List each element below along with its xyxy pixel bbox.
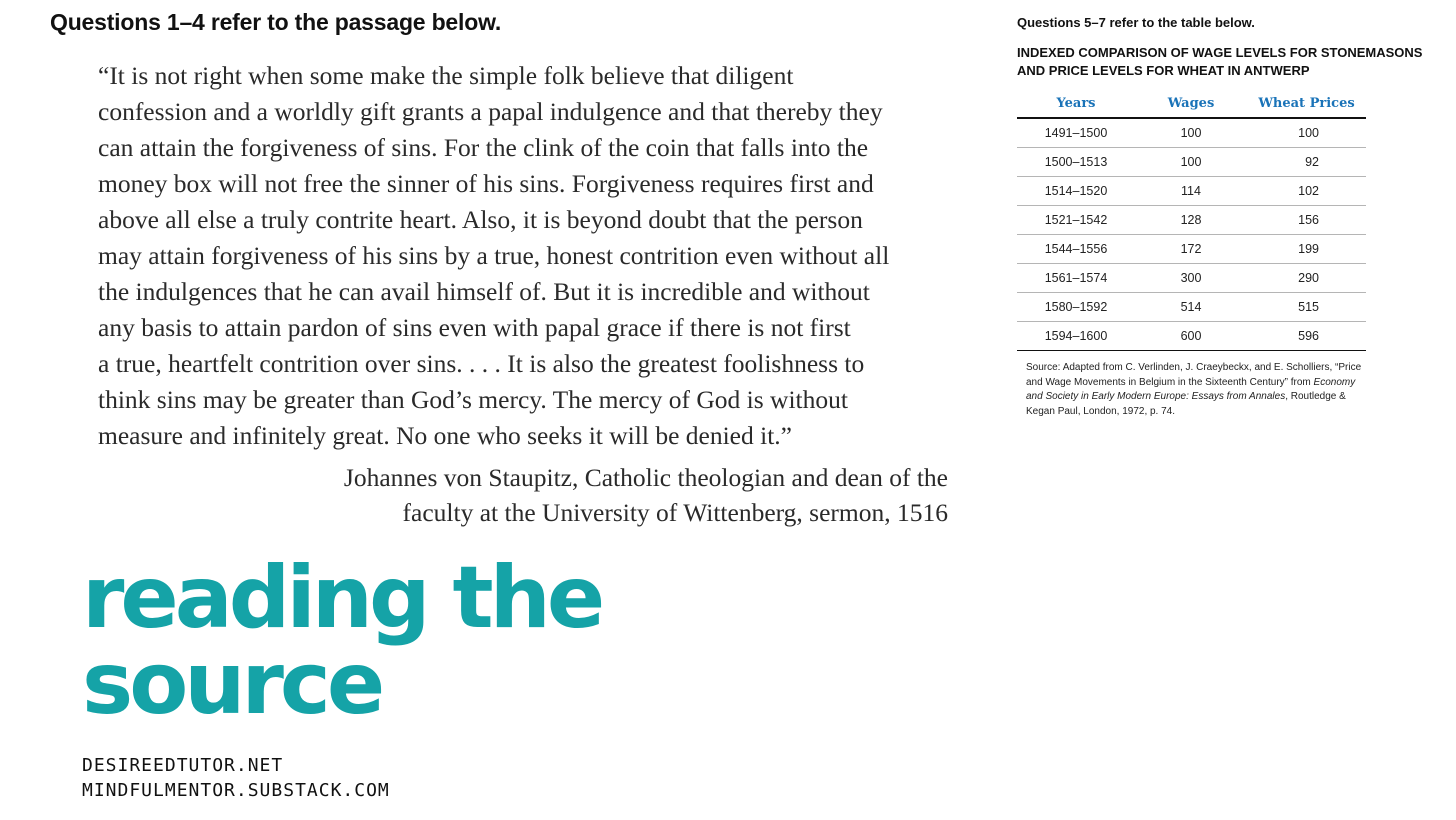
brand-title-line2: source (82, 634, 382, 734)
cell-wages: 100 (1135, 118, 1247, 148)
cell-wheat-price: 100 (1247, 118, 1366, 148)
passage-line: above all else a truly contrite heart. Also, it is beyond doubt that the person (98, 205, 863, 234)
table-title-line2: AND PRICE LEVELS FOR WHEAT IN ANTWERP (1017, 63, 1310, 78)
cell-wheat-price: 102 (1247, 177, 1366, 206)
table-panel (1017, 15, 1447, 419)
table-title (1017, 44, 1447, 80)
cell-wheat-price: 596 (1247, 322, 1366, 351)
cell-wheat-price: 199 (1247, 235, 1366, 264)
table-row (1017, 293, 1366, 322)
table-title-line1: INDEXED COMPARISON OF WAGE LEVELS FOR STONEMASONS (1017, 45, 1423, 60)
cell-wheat-price: 515 (1247, 293, 1366, 322)
cell-wages: 300 (1135, 264, 1247, 293)
cell-years: 1514–1520 (1017, 177, 1135, 206)
table-row (1017, 264, 1366, 293)
attribution-line: Johannes von Staupitz, Catholic theologian and dean of the (343, 463, 948, 492)
passage-line: money box will not free the sinner of his sins. Forgiveness requires first and (98, 169, 874, 198)
wage-price-table (1017, 96, 1366, 351)
cell-years: 1580–1592 (1017, 293, 1135, 322)
source-book-title: Economy and Society in Early Modern Europe: Essays from Annales (1026, 376, 1356, 402)
table-header-row (1017, 96, 1366, 118)
passage-line: any basis to attain pardon of sins even with papal grace if there is not first (98, 313, 851, 342)
table-row (1017, 177, 1366, 206)
table-row (1017, 322, 1366, 351)
cell-wheat-price: 290 (1247, 264, 1366, 293)
table-questions-heading: Questions 5–7 refer to the table below. (1017, 15, 1255, 30)
source-prefix: Source: Adapted from C. Verlinden, J. Craeybeckx, and E. Scholliers, “Price and Wage Movements in Belgium in the Sixteenth Century” from (1026, 362, 1362, 388)
table-row (1017, 118, 1366, 148)
passage-line: think sins may be greater than God’s mercy. The mercy of God is without (98, 385, 848, 414)
cell-wages: 128 (1135, 206, 1247, 235)
passage-line: measure and infinitely great. No one who seeks it will be denied it.” (98, 421, 792, 450)
table-row (1017, 206, 1366, 235)
column-header-wheat-prices: Wheat Prices (1247, 96, 1366, 118)
passage-line: a true, heartfelt contrition over sins. . . . It is also the greatest foolishness to (98, 349, 865, 378)
passage-heading: Questions 1–4 refer to the passage below. (50, 9, 502, 35)
passage-line: “It is not right when some make the simple folk believe that diligent (98, 61, 794, 90)
table-source-note (1026, 361, 1366, 419)
cell-wages: 114 (1135, 177, 1247, 206)
column-header-years: Years (1017, 96, 1135, 118)
passage-line: confession and a worldly gift grants a papal indulgence and that thereby they (98, 97, 883, 126)
passage-line: may attain forgiveness of his sins by a true, honest contrition even without all (98, 241, 890, 270)
website-link[interactable]: DESIREEDTUTOR.NET (82, 755, 284, 776)
table-row (1017, 235, 1366, 264)
passage-quote (98, 58, 968, 454)
source-suffix: , Routledge & Kegan Paul, London, 1972, p. 74. (1026, 391, 1346, 417)
cell-wheat-price: 92 (1247, 148, 1366, 177)
brand-title (82, 548, 602, 734)
cell-years: 1561–1574 (1017, 264, 1135, 293)
cell-wages: 514 (1135, 293, 1247, 322)
cell-wheat-price: 156 (1247, 206, 1366, 235)
cell-years: 1521–1542 (1017, 206, 1135, 235)
column-header-wages: Wages (1135, 96, 1247, 118)
passage-attribution (344, 460, 948, 530)
cell-years: 1594–1600 (1017, 322, 1135, 351)
passage-line: the indulgences that he can avail himself of. But it is incredible and without (98, 277, 870, 306)
brand-title-line1: reading the (82, 548, 602, 648)
substack-link[interactable]: MINDFULMENTOR.SUBSTACK.COM (82, 780, 390, 801)
cell-wages: 172 (1135, 235, 1247, 264)
cell-wages: 100 (1135, 148, 1247, 177)
attribution-line: faculty at the University of Wittenberg, sermon, 1516 (402, 498, 948, 527)
passage-line: can attain the forgiveness of sins. For the clink of the coin that falls into the (98, 133, 869, 162)
cell-years: 1544–1556 (1017, 235, 1135, 264)
cell-years: 1500–1513 (1017, 148, 1135, 177)
brand-links (82, 753, 390, 803)
cell-years: 1491–1500 (1017, 118, 1135, 148)
cell-wages: 600 (1135, 322, 1247, 351)
table-row (1017, 148, 1366, 177)
